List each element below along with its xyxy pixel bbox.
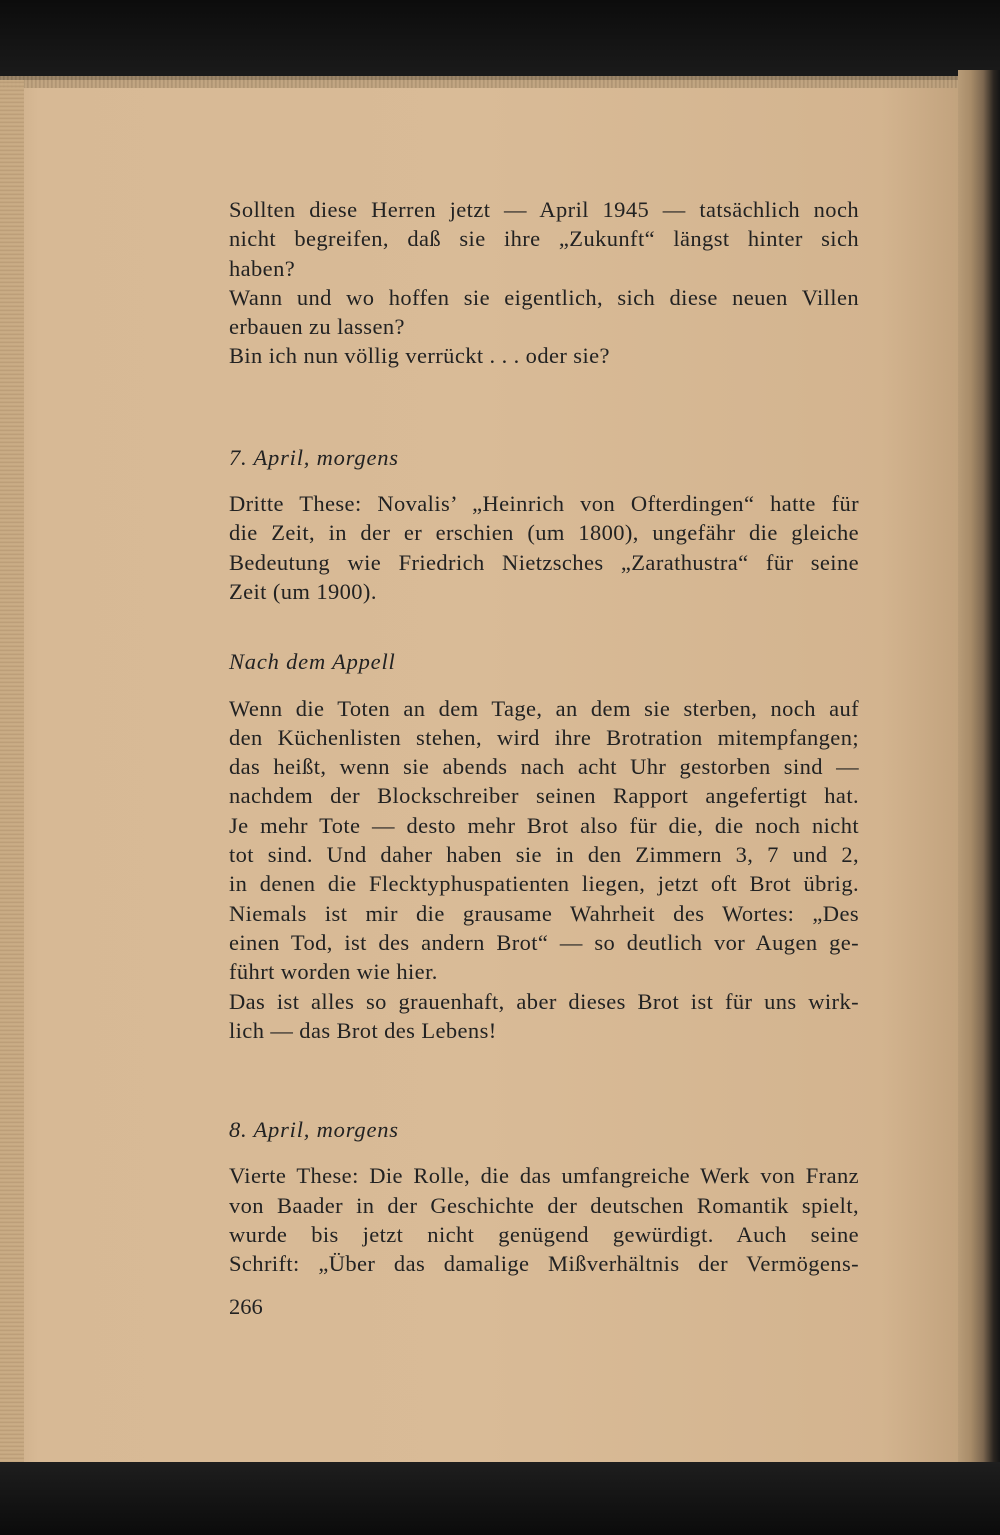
page-left-edge bbox=[0, 80, 24, 1462]
entry-heading-8-april: 8. April, morgens bbox=[229, 1117, 399, 1143]
text-line: Dritte These: Novalis’ „Heinrich von Ofterdingen“ hatte für bbox=[229, 491, 859, 517]
paragraph-dritte-these bbox=[229, 489, 859, 606]
text-line: Zeit (um 1900). bbox=[229, 578, 377, 604]
text-line: erbauen zu lassen? bbox=[229, 314, 405, 340]
text-line: lich — das Brot des Lebens! bbox=[229, 1017, 497, 1043]
text-line: wurde bis jetzt nicht genügend gewürdigt. Auch seine bbox=[229, 1222, 859, 1248]
text-line: nachdem der Blockschreiber seinen Rapport angefertigt hat. bbox=[229, 783, 859, 809]
text-line: führt worden wie hier. bbox=[229, 959, 438, 985]
text-line: nicht begreifen, daß sie ihre „Zukunft“ längst hinter sich bbox=[229, 226, 859, 252]
text-line: das heißt, wenn sie abends nach acht Uhr gestorben sind — bbox=[229, 754, 859, 780]
book-gutter bbox=[958, 70, 1000, 1470]
text-line: Niemals ist mir die grausame Wahrheit des Wortes: „Des bbox=[229, 900, 859, 926]
text-line: Das ist alles so grauenhaft, aber dieses Brot ist für uns wirk- bbox=[229, 988, 859, 1014]
paragraph-vierte-these bbox=[229, 1161, 859, 1278]
page-body bbox=[229, 195, 859, 1279]
text-line: Wann und wo hoffen sie eigentlich, sich diese neuen Villen bbox=[229, 284, 859, 310]
text-line: Schrift: „Über das damalige Mißverhältnis der Vermögens- bbox=[229, 1251, 859, 1277]
entry-heading-nach-dem-appell: Nach dem Appell bbox=[229, 649, 396, 675]
text-line: die Zeit, in der er erschien (um 1800), ungefähr die gleiche bbox=[229, 520, 859, 546]
text-line: den Küchenlisten stehen, wird ihre Brotration mitempfangen; bbox=[229, 724, 859, 750]
paragraph-nach-dem-appell bbox=[229, 694, 859, 1046]
text-line: haben? bbox=[229, 255, 296, 281]
page-top-edge bbox=[0, 76, 958, 88]
text-line: in denen die Flecktyphuspatienten liegen, jetzt oft Brot übrig. bbox=[229, 871, 859, 897]
text-line: Vierte These: Die Rolle, die das umfangreiche Werk von Franz bbox=[229, 1163, 859, 1189]
paragraph-april-1945 bbox=[229, 195, 859, 371]
text-line: Sollten diese Herren jetzt — April 1945 — tatsächlich noch bbox=[229, 197, 859, 222]
text-line: Bedeutung wie Friedrich Nietzsches „Zarathustra“ für seine bbox=[229, 549, 859, 575]
text-line: einen Tod, ist des andern Brot“ — so deutlich vor Augen ge- bbox=[229, 929, 859, 955]
text-line: Je mehr Tote — desto mehr Brot also für die, die noch nicht bbox=[229, 812, 859, 838]
scan-bottom-background bbox=[0, 1462, 1000, 1535]
text-line: Wenn die Toten an dem Tage, an dem sie sterben, noch auf bbox=[229, 695, 859, 721]
text-line: tot sind. Und daher haben sie in den Zimmern 3, 7 und 2, bbox=[229, 842, 859, 868]
scan-top-background bbox=[0, 0, 1000, 80]
text-line: von Baader in der Geschichte der deutschen Romantik spielt, bbox=[229, 1192, 859, 1218]
entry-heading-7-april: 7. April, morgens bbox=[229, 444, 399, 470]
page-number: 266 bbox=[229, 1294, 263, 1319]
text-line: Bin ich nun völlig verrückt . . . oder sie? bbox=[229, 343, 610, 369]
